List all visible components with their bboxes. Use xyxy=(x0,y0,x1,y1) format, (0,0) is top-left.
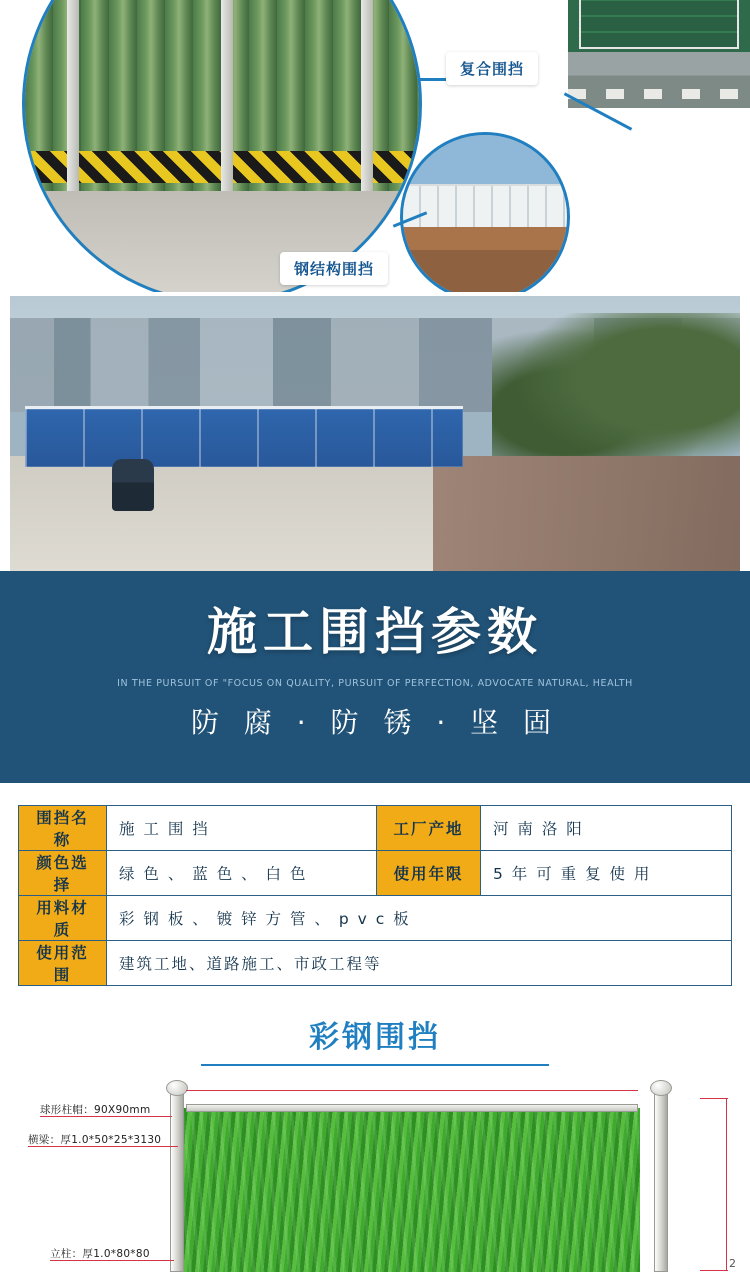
table-row xyxy=(19,851,732,896)
spec-key: 围挡名称 xyxy=(19,806,107,851)
left-ball-cap xyxy=(166,1080,188,1096)
fence-dimension-diagram xyxy=(10,1076,740,1272)
white-fence-panel xyxy=(403,184,567,227)
road-lane-markings xyxy=(568,89,750,99)
dimension-line-horizontal xyxy=(186,1090,638,1091)
title-feature-line: 防 腐 · 防 锈 · 坚 固 xyxy=(190,705,560,739)
section-heading-rule xyxy=(201,1064,549,1066)
green-board-fence-photo xyxy=(568,0,750,108)
photo-collage xyxy=(0,0,750,292)
right-ball-cap xyxy=(650,1080,672,1096)
spec-key: 使用范围 xyxy=(19,941,107,986)
fence-post xyxy=(67,0,79,191)
spec-value: 施 工 围 挡 xyxy=(107,806,377,851)
spec-value: 河 南 洛 阳 xyxy=(481,806,732,851)
page-number: 2 xyxy=(729,1257,736,1270)
spec-value: 5 年 可 重 复 使 用 xyxy=(481,851,732,896)
spec-table xyxy=(18,805,732,986)
worker-figure xyxy=(112,459,154,511)
table-row xyxy=(19,896,732,941)
table-row xyxy=(19,941,732,986)
spec-value: 彩 钢 板 、 镀 锌 方 管 、 p v c 板 xyxy=(107,896,732,941)
blue-fence-panels xyxy=(25,406,463,467)
fence-post xyxy=(361,0,373,191)
blue-construction-fence-photo xyxy=(10,296,740,571)
spec-table-wrapper xyxy=(0,783,750,986)
table-row xyxy=(19,806,732,851)
sidewalk xyxy=(433,456,740,572)
green-board-scene xyxy=(568,0,750,108)
dimension-tick xyxy=(700,1098,728,1099)
right-column xyxy=(654,1094,668,1272)
spec-value: 建筑工地、道路施工、市政工程等 xyxy=(107,941,732,986)
spec-key: 使用年限 xyxy=(377,851,481,896)
annotation-ball-cap: 球形柱帽：90X90mm xyxy=(40,1104,151,1116)
leader-line xyxy=(28,1146,178,1147)
title-english-subtitle: IN THE PURSUIT OF "FOCUS ON QUALITY, PURSUIT OF PERFECTION, ADVOCATE NATURAL, HEALTH xyxy=(117,677,633,689)
title-block xyxy=(0,571,750,783)
top-rail xyxy=(186,1104,638,1112)
fence-post xyxy=(221,0,233,191)
spec-value: 绿 色 、 蓝 色 、 白 色 xyxy=(107,851,377,896)
roadside-trees xyxy=(492,313,740,478)
white-fence-scene xyxy=(403,135,567,292)
label-compound-barrier: 复合围挡 xyxy=(446,52,538,85)
leader-line xyxy=(40,1116,172,1117)
spec-key: 用料材质 xyxy=(19,896,107,941)
spec-key: 工厂产地 xyxy=(377,806,481,851)
section-heading-text: 彩钢围挡 xyxy=(309,1020,441,1055)
label-steel-structure-barrier: 钢结构围挡 xyxy=(280,252,388,285)
green-board-panel xyxy=(579,0,739,49)
annotation-column: 立柱：厚1.0*80*80 xyxy=(50,1248,150,1260)
leader-line xyxy=(50,1260,174,1261)
page-title: 施工围挡参数 xyxy=(207,603,543,661)
dimension-tick xyxy=(700,1270,728,1271)
dimension-line-vertical xyxy=(726,1098,727,1270)
left-column xyxy=(170,1094,184,1272)
grass-panel-graphic xyxy=(180,1108,640,1272)
green-fence-photo xyxy=(22,0,422,292)
section-heading xyxy=(0,1012,750,1066)
annotation-cross-beam: 横梁：厚1.0*50*25*3130 xyxy=(28,1134,162,1146)
spec-key: 颜色选择 xyxy=(19,851,107,896)
